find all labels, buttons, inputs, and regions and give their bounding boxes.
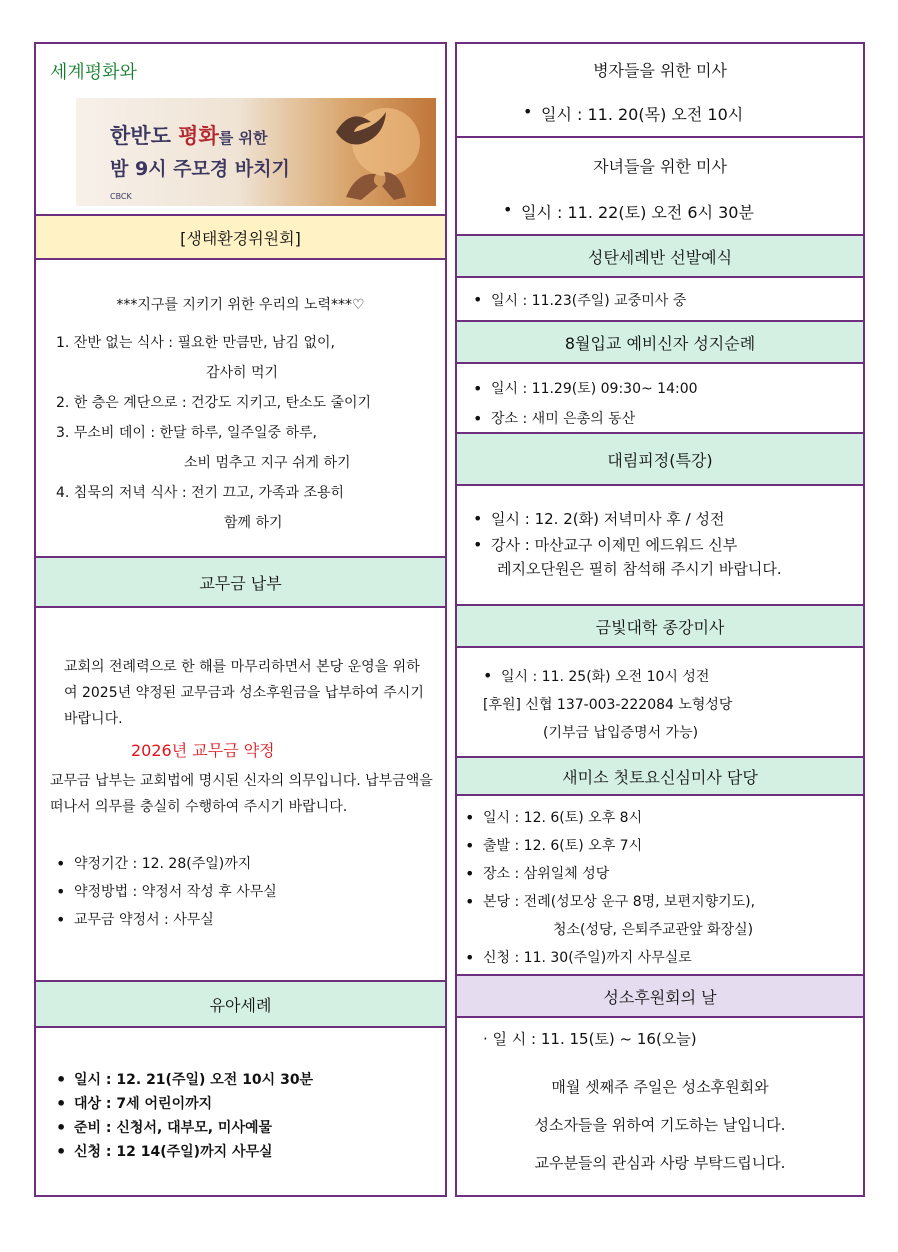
golden-college-item: • 일시 : 11. 25(화) 오전 10시 성전 xyxy=(479,666,709,686)
sick-mass-section xyxy=(457,44,863,138)
saemiso-header: 새미소 첫토요신심미사 담당 xyxy=(457,758,863,796)
saemiso-item: • 장소 : 삼위일체 성당 xyxy=(461,860,859,888)
dues-section xyxy=(36,558,445,982)
advent-retreat-list xyxy=(469,506,859,558)
infant-baptism-list xyxy=(52,1068,435,1164)
infant-item: • 신청 : 12 14(주일)까지 사무실 xyxy=(52,1140,435,1164)
baptism-rite-item: • 일시 : 11.23(주일) 교중미사 중 xyxy=(469,290,686,310)
golden-college-list xyxy=(479,666,709,686)
saemiso-item: • 일시 : 12. 6(토) 오후 8시 xyxy=(461,804,859,832)
eco-item: 3. 무소비 데이 : 한달 하루, 일주일중 하루, xyxy=(56,425,317,441)
baptism-rite-list xyxy=(469,290,686,310)
saemiso-item: • 본당 : 전례(성모상 운구 8명, 보편지향기도), xyxy=(461,888,859,916)
golden-college-receipt: (기부금 납입증명서 가능) xyxy=(543,725,699,741)
eco-item: 2. 한 층은 계단으로 : 건강도 지키고, 탄소도 줄이기 xyxy=(56,395,372,411)
advent-retreat-header: 대림피정(특강) xyxy=(457,434,863,486)
children-mass-item: • 일시 : 11. 22(토) 오전 6시 30분 xyxy=(499,200,754,223)
saemiso-section xyxy=(457,758,863,976)
infant-item: • 일시 : 12. 21(주일) 오전 10시 30분 xyxy=(52,1068,435,1092)
vocation-line: 교우분들의 관심과 사랑 부탁드립니다. xyxy=(534,1154,786,1172)
golden-college-sponsor: [후원] 신협 137-003-222084 노형성당 xyxy=(483,697,733,713)
dues-item: • 약정방법 : 약정서 작성 후 사무실 xyxy=(52,878,435,906)
vocation-day-header: 성소후원회의 날 xyxy=(457,976,863,1018)
children-mass-section xyxy=(457,138,863,236)
vocation-line: 매월 셋째주 주일은 성소후원회와 xyxy=(551,1078,769,1096)
dues-item: • 약정기간 : 12. 28(주일)까지 xyxy=(52,850,435,878)
peace-title: 세계평화와 xyxy=(50,62,137,83)
saemiso-item: • 출발 : 12. 6(토) 오후 7시 xyxy=(461,832,859,860)
golden-college-header: 금빛대학 종강미사 xyxy=(457,606,863,648)
saemiso-list xyxy=(461,804,859,972)
vocation-day-section xyxy=(457,976,863,1195)
pilgrimage-list xyxy=(469,374,698,434)
children-mass-header: 자녀들을 위한 미사 xyxy=(593,157,727,176)
eco-item: 감사히 먹기 xyxy=(206,365,279,381)
dues-item: • 교무금 약정서 : 사무실 xyxy=(52,906,435,934)
dues-list xyxy=(52,850,435,934)
advent-retreat-section xyxy=(457,434,863,606)
vocation-day-date: · 일 시 : 11. 15(토) ~ 16(오늘) xyxy=(483,1030,697,1048)
dove-hands-icon xyxy=(276,102,426,202)
pilgrimage-item: • 일시 : 11.29(토) 09:30~ 14:00 xyxy=(469,374,698,404)
sick-mass-header: 병자들을 위한 미사 xyxy=(593,61,727,80)
vocation-day-text xyxy=(457,1068,863,1182)
infant-item: • 대상 : 7세 어린이까지 xyxy=(52,1092,435,1116)
eco-item: 4. 침묵의 저녁 식사 : 전기 끄고, 가족과 조용히 xyxy=(56,485,345,501)
saemiso-item: • 신청 : 11. 30(주일)까지 사무실로 xyxy=(461,944,859,972)
dues-red-title: 2026년 교무금 약정 xyxy=(131,741,275,760)
banner-line2: 밤 9시 주모경 바치기 xyxy=(110,158,290,180)
vocation-line: 성소자들을 위하여 기도하는 날입니다. xyxy=(534,1116,786,1134)
eco-header: [생태환경위원회] xyxy=(36,216,445,260)
advent-retreat-item: • 강사 : 마산교구 이제민 에드워드 신부 xyxy=(469,532,859,558)
pilgrimage-section xyxy=(457,322,863,434)
advent-retreat-note: 레지오단원은 필히 참석해 주시기 바랍니다. xyxy=(497,560,782,578)
eco-item: 함께 하기 xyxy=(224,515,283,531)
eco-item: 소비 멈추고 지구 쉬게 하기 xyxy=(184,455,351,471)
pilgrimage-header: 8월입교 예비신자 성지순례 xyxy=(457,322,863,364)
children-mass-list xyxy=(499,200,754,223)
banner-line1: 한반도 평화를 위한 xyxy=(110,124,268,148)
infant-baptism-section xyxy=(36,982,445,1195)
dues-header: 교무금 납부 xyxy=(36,558,445,608)
eco-section xyxy=(36,216,445,558)
sick-mass-list xyxy=(519,102,743,125)
sick-mass-item: • 일시 : 11. 20(목) 오전 10시 xyxy=(519,102,743,125)
eco-list xyxy=(56,328,371,538)
advent-retreat-item: • 일시 : 12. 2(화) 저녁미사 후 / 성전 xyxy=(469,506,859,532)
banner-org-logo: CBCK xyxy=(110,192,132,201)
eco-subtitle: ***지구를 지키기 위한 우리의 노력***♡ xyxy=(116,297,365,313)
saemiso-item-continued: 청소(성당, 은퇴주교관앞 화장실) xyxy=(553,922,754,938)
golden-college-section xyxy=(457,606,863,758)
pilgrimage-item: • 장소 : 새미 은총의 동산 xyxy=(469,404,698,434)
infant-baptism-header: 유아세례 xyxy=(36,982,445,1028)
peace-banner-image xyxy=(76,98,436,206)
infant-item: • 준비 : 신청서, 대부모, 미사예물 xyxy=(52,1116,435,1140)
dues-paragraph-1: 교회의 전례력으로 한 해를 마무리하면서 본당 운영을 위하여 2025년 약정된 교무금과 성소후원금을 납부하여 주시기 바랍니다. xyxy=(64,659,424,727)
left-column xyxy=(34,42,447,1197)
peace-section xyxy=(36,44,445,216)
right-column xyxy=(455,42,865,1197)
baptism-rite-header: 성탄세례반 선발예식 xyxy=(457,236,863,278)
dues-paragraph-2: 교무금 납부는 교회법에 명시된 신자의 의무입니다. 납부금액을 떠나서 의무를 충실히 수행하여 주시기 바랍니다. xyxy=(50,773,433,815)
baptism-rite-section xyxy=(457,236,863,322)
eco-item: 1. 잔반 없는 식사 : 필요한 만큼만, 남김 없이, xyxy=(56,335,335,351)
